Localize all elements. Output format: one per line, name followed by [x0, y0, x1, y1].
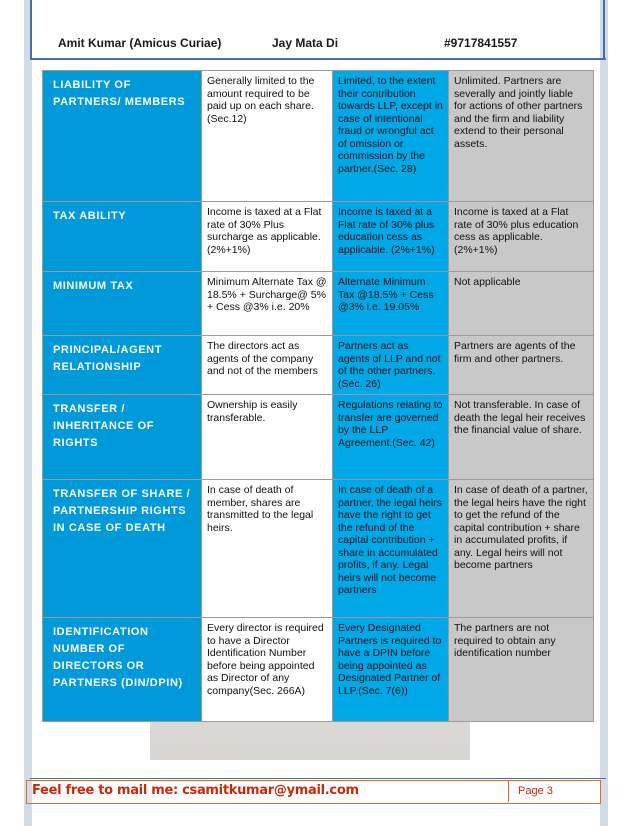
firm-cell: Income is taxed at a Flat rate of 30% plus education cess as applicable. (2%+1%) — [449, 202, 594, 272]
company-cell: Income is taxed at a Flat rate of 30% Plus surcharge as applicable. (2%+1%) — [202, 202, 333, 272]
row-label: MINIMUM TAX — [43, 272, 202, 336]
row-label: LIABILITY OF PARTNERS/ MEMBERS — [43, 71, 202, 202]
table-row — [43, 480, 594, 618]
header-motto: Jay Mata Di — [272, 36, 339, 50]
row-label: IDENTIFICATION NUMBER OF DIRECTORS OR PARTNERS (DIN/DPIN) — [43, 618, 202, 722]
table-row — [43, 395, 594, 480]
llp-cell: Every Designated Partners is required to have a DPIN before being appointed as Designated Partner of LLP.(Sec. 7(6)) — [333, 618, 449, 722]
header-author: Amit Kumar (Amicus Curiae) — [58, 36, 222, 50]
firm-cell: The partners are not required to obtain any identification number — [449, 618, 594, 722]
firm-cell: Partners are agents of the firm and other partners. — [449, 336, 594, 395]
company-cell: Minimum Alternate Tax @ 18.5% + Surcharge@ 5% + Cess @3% i.e. 20% — [202, 272, 333, 336]
firm-cell: Not applicable — [449, 272, 594, 336]
header-phone: #9717841557 — [444, 36, 518, 50]
llp-cell: Income is taxed at a Flat rate of 30% plus education cess as applicable. (2%+1%) — [333, 202, 449, 272]
comparison-table — [42, 70, 594, 722]
table-row — [43, 336, 594, 395]
table-row — [43, 71, 594, 202]
table-row — [43, 202, 594, 272]
firm-cell: Unlimited. Partners are severally and jointly liable for actions of other partners and the firm and liability extend to their personal assets. — [449, 71, 594, 202]
table-row — [43, 272, 594, 336]
firm-cell: In case of death of a partner, the legal heirs have the right to get the refund of the capital contribution + share in accumulated profits, if any. Legal heirs will not become partners — [449, 480, 594, 618]
llp-cell: Partners act as agents of LLP and not of the other partners.(Sec. 26) — [333, 336, 449, 395]
company-cell: In case of death of member, shares are transmitted to the legal heirs. — [202, 480, 333, 618]
company-cell: Ownership is easily transferable. — [202, 395, 333, 480]
row-label: PRINCIPAL/AGENT RELATIONSHIP — [43, 336, 202, 395]
llp-cell: Regulations relating to transfer are governed by the LLP Agreement.(Sec. 42) — [333, 395, 449, 480]
firm-cell: Not transferable. In case of death the legal heir receives the financial value of share. — [449, 395, 594, 480]
row-label: TAX ABILITY — [43, 202, 202, 272]
row-label: TRANSFER / INHERITANCE OF RIGHTS — [43, 395, 202, 480]
header-rule-left — [30, 0, 32, 60]
page-border-right — [600, 0, 608, 826]
page-number: Page 3 — [518, 785, 553, 797]
header-divider — [30, 58, 606, 60]
footer-contact: Feel free to mail me: csamitkumar@ymail.com — [32, 783, 359, 798]
page-border-left — [24, 0, 32, 826]
company-cell: The directors act as agents of the company and not of the members — [202, 336, 333, 395]
page-header — [58, 36, 578, 56]
footer-divider — [30, 778, 606, 779]
header-rule-right — [603, 0, 605, 60]
company-cell: Generally limited to the amount required to be paid up on each share. (Sec.12) — [202, 71, 333, 202]
row-label: TRANSFER OF SHARE / PARTNERSHIP RIGHTS IN CASE OF DEATH — [43, 480, 202, 618]
llp-cell: Limited, to the extent their contribution towards LLP, except in case of intentional fraud or wrongful act of omission or commission by the partner.(Sec. 28) — [333, 71, 449, 202]
table-row — [43, 618, 594, 722]
llp-cell: Alternate Minimum Tax @18.5% + Cess @3% i.e. 19.05% — [333, 272, 449, 336]
llp-cell: In case of death of a partner, the legal heirs have the right to get the refund of the capital contribution + share in accumulated profits, if any. Legal heirs will not become partners — [333, 480, 449, 618]
company-cell: Every director is required to have a Director Identification Number before being appointed as Director of any company(Sec. 266A) — [202, 618, 333, 722]
